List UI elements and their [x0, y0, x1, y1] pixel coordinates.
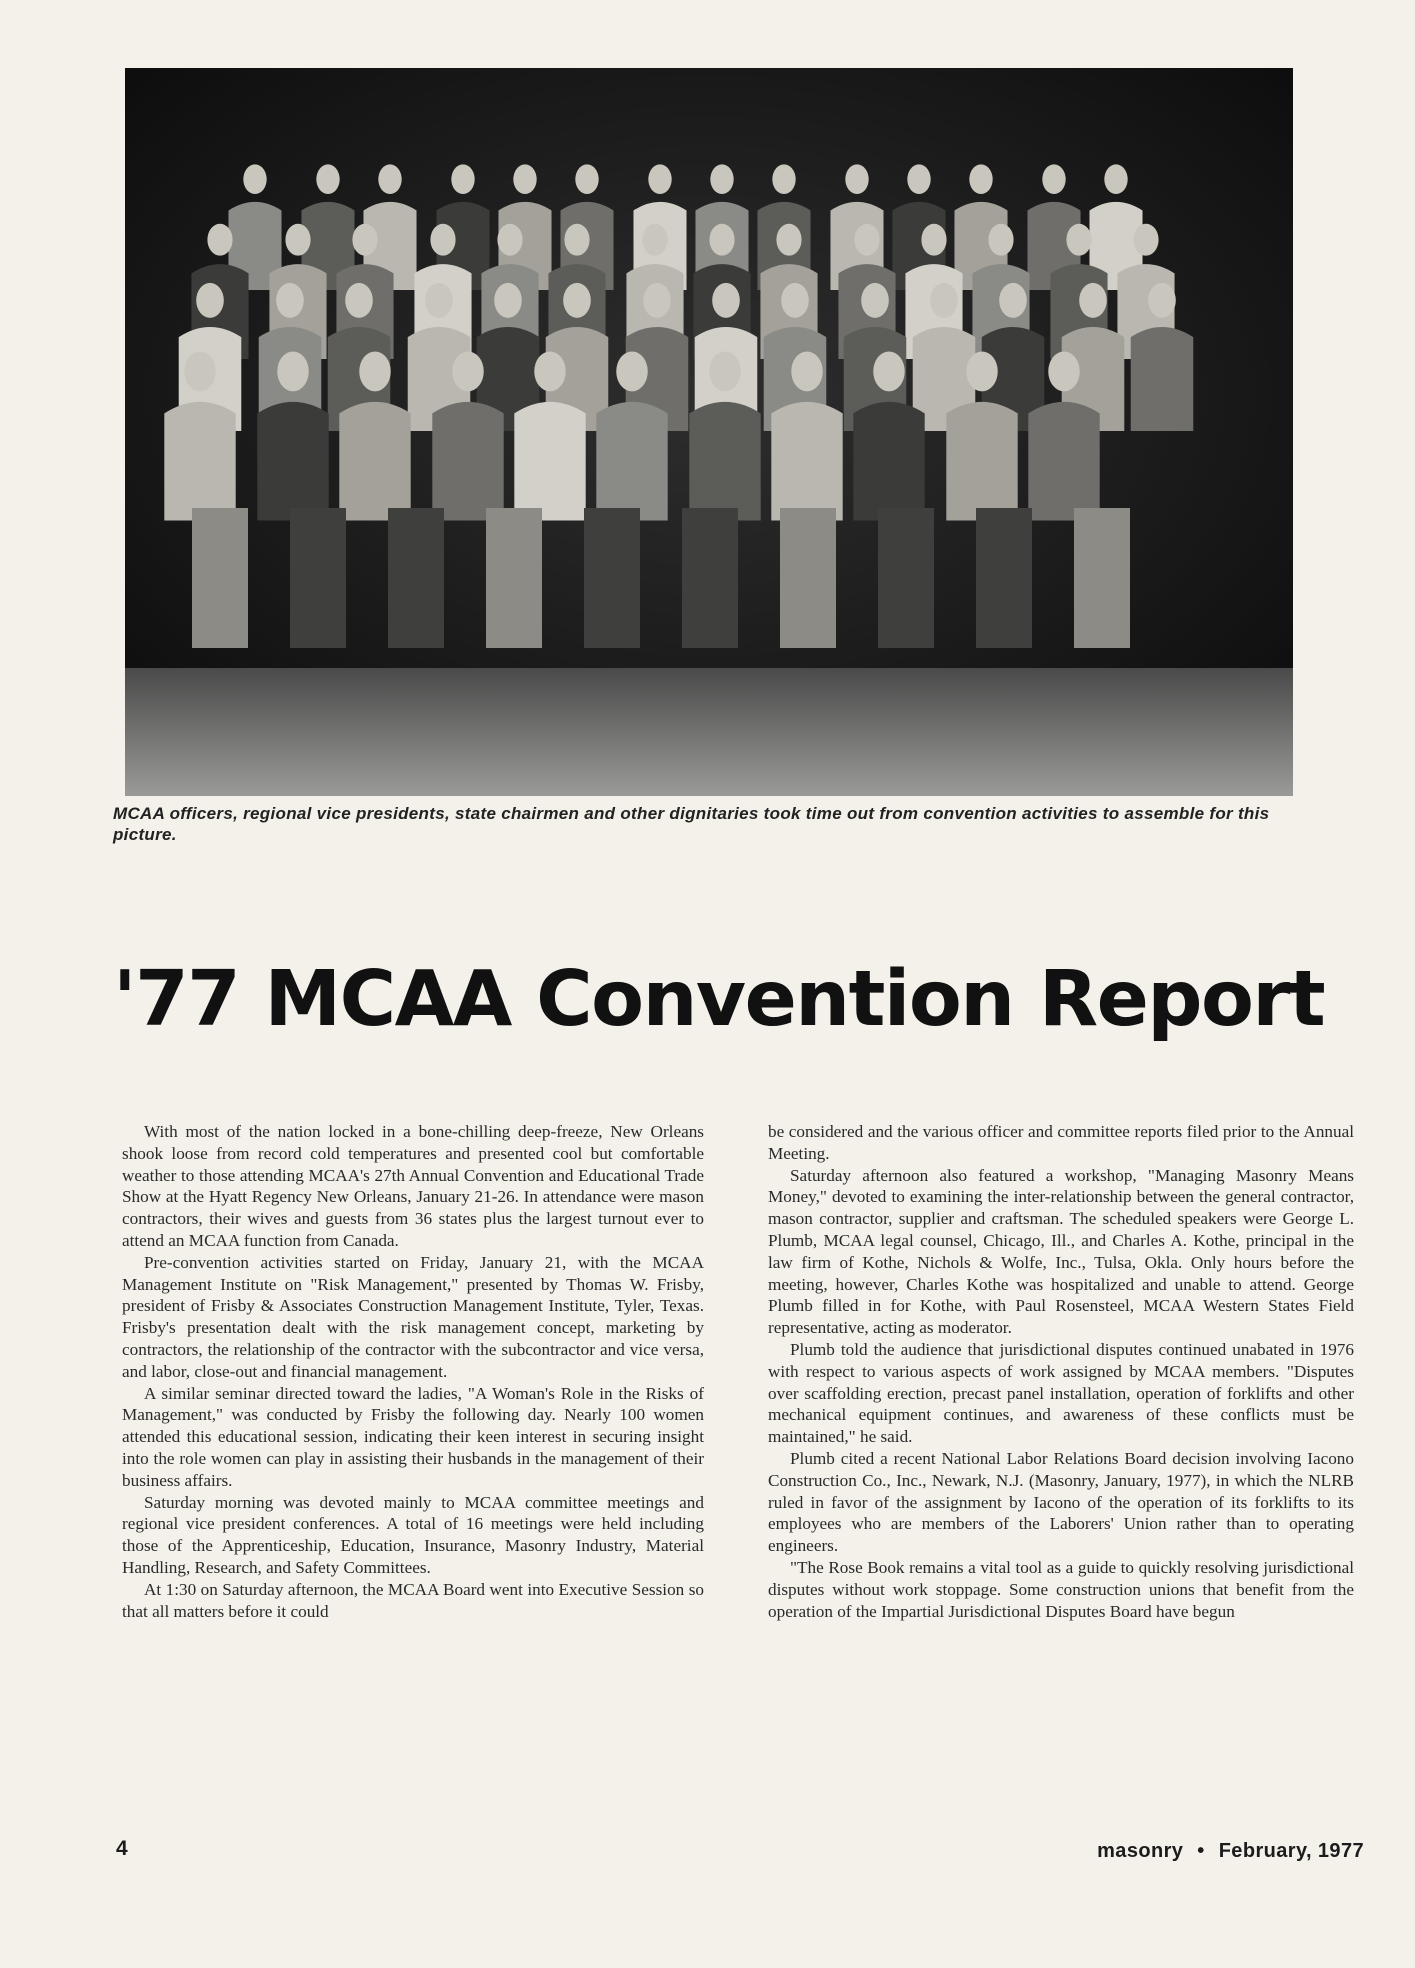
paragraph: At 1:30 on Saturday afternoon, the MCAA Board went into Executive Session so that all matters before it could	[122, 1579, 704, 1621]
person-head	[643, 283, 671, 318]
person-head	[452, 351, 484, 391]
person-head	[430, 224, 455, 256]
person-head	[276, 283, 304, 318]
seated-legs	[290, 508, 346, 648]
paragraph: Plumb told the audience that jurisdictional disputes continued unabated in 1976 with respect to various aspects of work assigned by MCAA members. "Disputes over scaffolding erection, precast panel installation, operation of forklifts and other mechanical equipment continues, and awareness of these conflicts must be maintained," he said.	[768, 1339, 1354, 1447]
person-head	[776, 224, 801, 256]
person-head	[1042, 164, 1065, 194]
person-silhouette	[1131, 327, 1194, 431]
seated-legs	[192, 508, 248, 648]
person-head	[616, 351, 648, 391]
person-head	[378, 164, 401, 194]
person-head	[513, 164, 536, 194]
person-head	[564, 224, 589, 256]
person-silhouette	[771, 402, 842, 521]
person-head	[425, 283, 453, 318]
seated-legs	[682, 508, 738, 648]
person-head	[861, 283, 889, 318]
page-number: 4	[116, 1837, 128, 1860]
person-head	[277, 351, 309, 391]
article-column-left	[122, 1121, 704, 1622]
seated-legs	[584, 508, 640, 648]
person-head	[642, 224, 667, 256]
person-head	[1066, 224, 1091, 256]
person-head	[1079, 283, 1107, 318]
person-head	[1133, 224, 1158, 256]
person-silhouette	[164, 402, 235, 521]
paragraph: A similar seminar directed toward the ladies, "A Woman's Role in the Risks of Management," was conducted by Frisby the following day. Nearly 100 women attended this educational session, indicating their keen interest in securing insight into the role women can play in assisting their husbands in the management of their business affairs.	[122, 1383, 704, 1490]
seated-legs	[780, 508, 836, 648]
paragraph: Saturday afternoon also featured a workshop, "Managing Masonry Means Money," devoted to examining the inter-relationship between the general contractor, mason contractor, supplier and craftsman. The scheduled speakers were George L. Plumb, MCAA legal counsel, Chicago, Ill., and Charles A. Kothe, principal in the law firm of Kothe, Nichols & Wolfe, Inc., Tulsa, Okla. Only hours before the meeting, however, Charles Kothe was hospitalized and unable to attend. George Plumb filled in for Kothe, with Paul Rosensteel, MCAA Western States Field representative, acting as moderator.	[768, 1165, 1354, 1338]
seated-legs	[1074, 508, 1130, 648]
article-headline: '77 MCAA Convention Report	[113, 955, 1325, 1044]
person-head	[709, 224, 734, 256]
person-silhouette	[339, 402, 410, 521]
photo-caption: MCAA officers, regional vice presidents, state chairmen and other dignitaries took time out from convention activities to assemble for this picture.	[113, 804, 1270, 844]
person-silhouette	[1028, 402, 1099, 521]
person-head	[999, 283, 1027, 318]
paragraph: be considered and the various officer and committee reports filed prior to the Annual Meeting.	[768, 1122, 1354, 1163]
person-silhouette	[596, 402, 667, 521]
person-head	[966, 351, 998, 391]
person-head	[1148, 283, 1176, 318]
person-head	[772, 164, 795, 194]
person-head	[907, 164, 930, 194]
person-head	[345, 283, 373, 318]
person-head	[575, 164, 598, 194]
person-head	[207, 224, 232, 256]
person-head	[316, 164, 339, 194]
person-silhouette	[432, 402, 503, 521]
group-photo	[125, 68, 1293, 796]
person-head	[1048, 351, 1080, 391]
paragraph: "The Rose Book remains a vital tool as a guide to quickly resolving jurisdictional disputes without work stoppage. Some construction unions that benefit from the operation of the Impartial Jurisdictional Disputes Board have begun	[768, 1557, 1354, 1621]
person-head	[1104, 164, 1127, 194]
seated-legs	[486, 508, 542, 648]
person-head	[243, 164, 266, 194]
paragraph: Pre-convention activities started on Friday, January 21, with the MCAA Management Institute on "Risk Management," presented by Thomas W. Frisby, president of Frisby & Associates Construction Management Institute, Tyler, Texas. Frisby's presentation dealt with the risk management concept, marketing by contractors, the relationship of the contractor with the subcontractor and vice versa, and labor, close-out and financial management.	[122, 1252, 704, 1381]
person-silhouette	[946, 402, 1017, 521]
person-head	[969, 164, 992, 194]
person-head	[781, 283, 809, 318]
person-head	[534, 351, 566, 391]
issue-date: February, 1977	[1218, 1840, 1364, 1862]
paragraph: Saturday morning was devoted mainly to MCAA committee meetings and regional vice president conferences. A total of 16 meetings were held including those of the Apprenticeship, Education, Insurance, Masonry Industry, Material Handling, Research, and Safety Committees.	[122, 1492, 704, 1577]
footer-bullet: •	[1197, 1840, 1205, 1862]
person-head	[791, 351, 823, 391]
person-silhouette	[514, 402, 585, 521]
paragraph: With most of the nation locked in a bone-chilling deep-freeze, New Orleans shook loose from record cold temperatures and presented cool but comfortable weather to those attending MCAA's 27th Annual Convention and Educational Trade Show at the Hyatt Regency New Orleans, January 21-26. In attendance were mason contractors, their wives and guests from 36 states plus the largest turnout ever to attend an MCAA function from Canada.	[122, 1122, 704, 1250]
person-head	[352, 224, 377, 256]
person-head	[563, 283, 591, 318]
person-silhouette	[689, 402, 760, 521]
person-head	[988, 224, 1013, 256]
person-head	[451, 164, 474, 194]
person-head	[709, 351, 741, 391]
person-head	[930, 283, 958, 318]
running-footer	[1097, 1840, 1364, 1863]
person-head	[854, 224, 879, 256]
person-head	[921, 224, 946, 256]
person-head	[494, 283, 522, 318]
person-head	[712, 283, 740, 318]
publication-name: masonry	[1097, 1840, 1184, 1862]
person-head	[359, 351, 391, 391]
seated-legs	[976, 508, 1032, 648]
person-silhouette	[257, 402, 328, 521]
person-head	[648, 164, 671, 194]
person-head	[873, 351, 905, 391]
article-column-right	[768, 1121, 1354, 1622]
person-head	[710, 164, 733, 194]
paragraph: Plumb cited a recent National Labor Relations Board decision involving Iacono Construction Co., Inc., Newark, N.J. (Masonry, January, 1977), in which the NLRB ruled in favor of the assignment by Iacono of the operation of its forklifts to its employees who are members of the Laborers' Union rather than to operating engineers.	[768, 1448, 1354, 1556]
person-head	[285, 224, 310, 256]
group-photo-illustration	[125, 68, 1293, 796]
seated-legs	[878, 508, 934, 648]
person-silhouette	[853, 402, 924, 521]
person-head	[196, 283, 224, 318]
person-head	[184, 351, 216, 391]
person-head	[497, 224, 522, 256]
seated-legs	[388, 508, 444, 648]
person-head	[845, 164, 868, 194]
